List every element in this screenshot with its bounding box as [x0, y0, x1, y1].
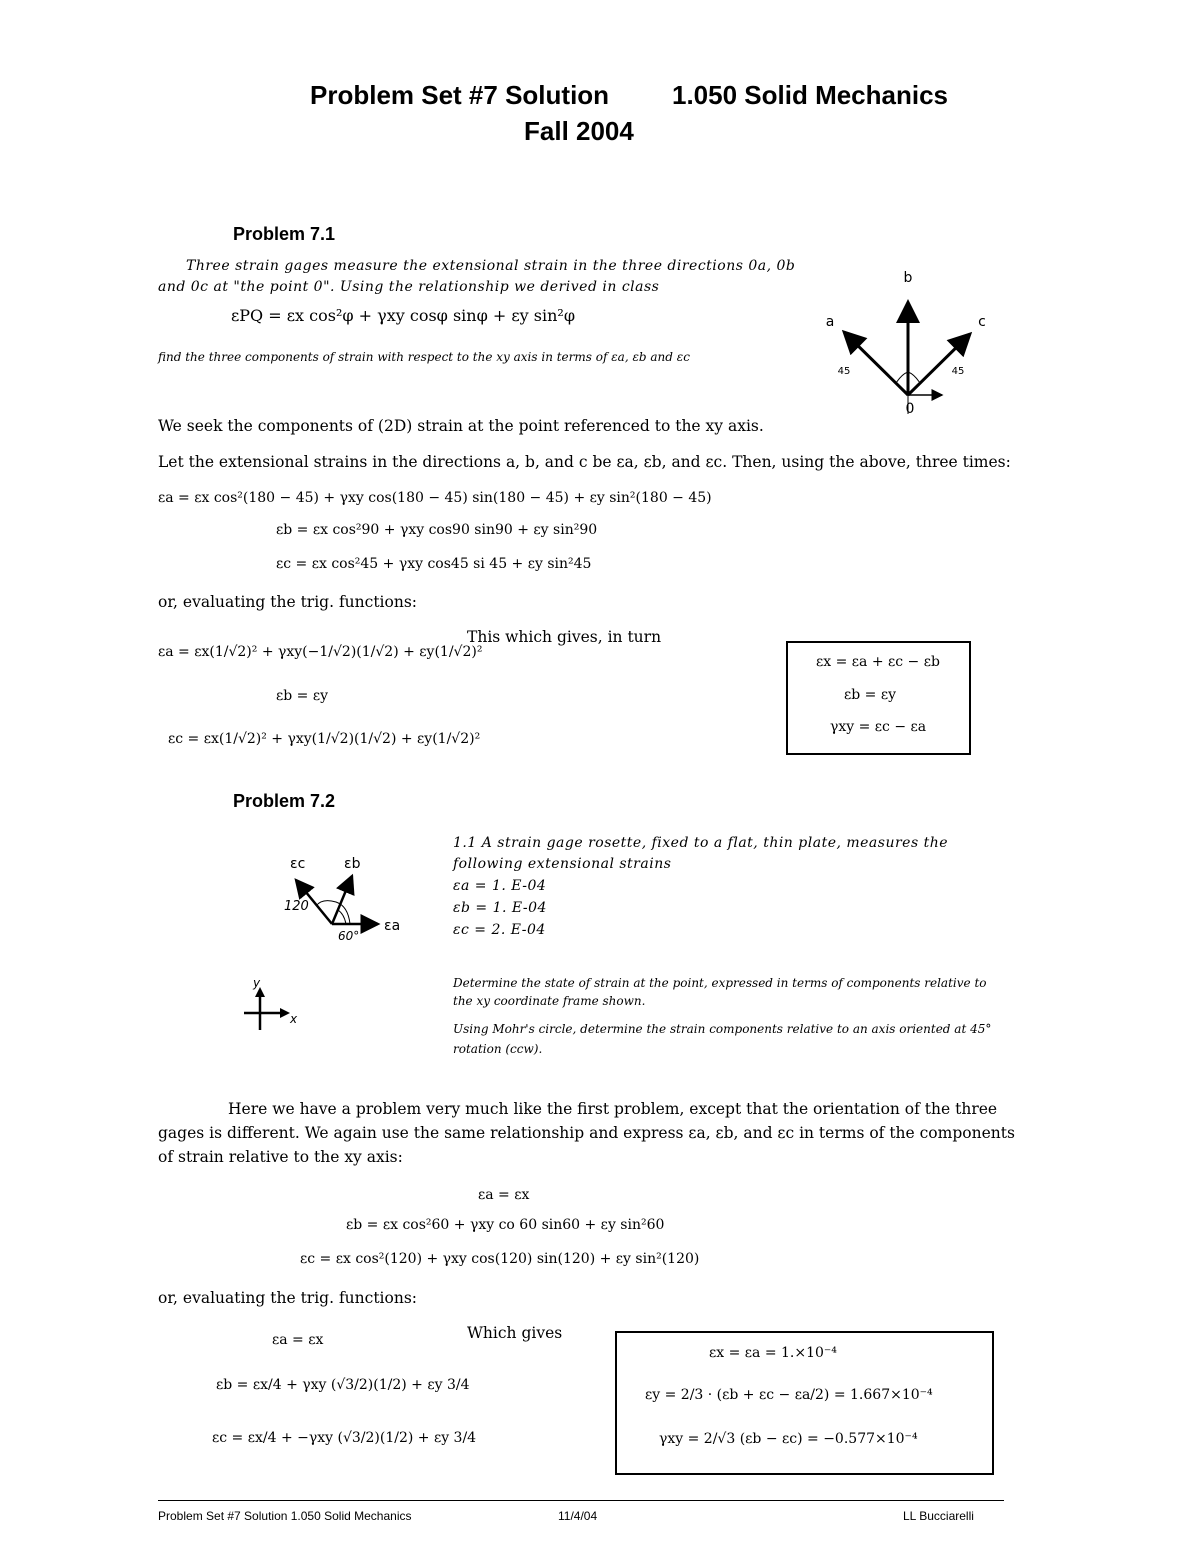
label-x: x [290, 1012, 298, 1026]
p71-para1: We seek the components of (2D) strain at the point referenced to the xy axis. [158, 417, 764, 435]
x-arrowhead [280, 1008, 290, 1018]
p72-eq-b: εb = εx cos²60 + γxy co 60 sin60 + εy sin²60 [346, 1217, 665, 1233]
angle-arc-left [896, 372, 908, 383]
p72-eq-c: εc = εx cos²(120) + γxy cos(120) sin(120) + εy sin²(120) [300, 1251, 700, 1267]
term-title: Fall 2004 [524, 116, 634, 146]
p71-gives: This which gives, in turn [467, 628, 662, 646]
p72-xy-axes [240, 975, 310, 1035]
label-eb: εb [344, 856, 361, 872]
label-120: 120 [284, 899, 309, 914]
arc-60 [338, 910, 346, 924]
p71-para3: or, evaluating the trig. functions: [158, 593, 418, 611]
problem-7-2-heading: Problem 7.2 [233, 791, 336, 811]
p71-eq-c: εc = εx cos²45 + γxy cos45 si 45 + εy sin²45 [276, 556, 592, 572]
p72-result-ex: εx = εa = 1.×10⁻⁴ [709, 1345, 837, 1361]
p72-eq-a: εa = εx [478, 1187, 530, 1203]
p72-which-gives: Which gives [467, 1324, 563, 1342]
page-title: Problem Set #7 Solution [310, 80, 610, 110]
label-b: b [903, 270, 913, 286]
p72-para4: or, evaluating the trig. functions: [158, 1289, 418, 1307]
p71-result-gxy: γxy = εc − εa [830, 719, 927, 735]
p72-ec-value: εc = 2. E-04 [453, 922, 546, 938]
label-ec: εc [290, 856, 306, 872]
p71-eval-b: εb = εy [276, 688, 329, 704]
label-a: a [825, 314, 835, 330]
p72-determine-2: the xy coordinate frame shown. [453, 994, 646, 1008]
angle-arc-right [908, 372, 920, 383]
gage-a-arrow [844, 332, 908, 395]
label-c: c [978, 314, 986, 330]
p72-stmt1: 1.1 A strain gage rosette, fixed to a flat, thin plate, measures the [453, 835, 949, 851]
p71-statement-line1: Three strain gages measure the extensional strain in the three directions 0a, 0b [186, 258, 796, 274]
angle-45-left: 45 [837, 366, 851, 377]
p71-eq-b: εb = εx cos²90 + γxy cos90 sin90 + εy sin²90 [276, 522, 598, 538]
footer-rule [158, 1500, 1004, 1501]
p71-eq-a: εa = εx cos²(180 − 45) + γxy cos(180 − 45) sin(180 − 45) + εy sin²(180 − 45) [158, 490, 712, 506]
course-title: 1.050 Solid Mechanics [672, 80, 949, 110]
p72-ea-value: εa = 1. E-04 [453, 878, 547, 894]
p71-gage-diagram [800, 262, 1000, 422]
gage-c-arrow [908, 334, 970, 395]
p72-para1: Here we have a problem very much like the first problem, except that the orientation of the three [228, 1100, 998, 1118]
problem-7-1-heading: Problem 7.1 [233, 224, 336, 244]
p72-eval-c: εc = εx/4 + −γxy (√3/2)(1/2) + εy 3/4 [212, 1430, 477, 1446]
p72-rosette-diagram [270, 850, 420, 945]
angle-45-right: 45 [951, 366, 965, 377]
footer-date: 11/4/04 [558, 1509, 598, 1523]
footer-left: Problem Set #7 Solution 1.050 Solid Mechanics [158, 1509, 412, 1523]
label-origin: 0 [905, 401, 915, 417]
p72-mohr-2: rotation (ccw). [453, 1042, 543, 1056]
p71-strain-relation: εPQ = εx cos²φ + γxy cosφ sinφ + εy sin²φ [231, 306, 576, 325]
p72-eval-b: εb = εx/4 + γxy (√3/2)(1/2) + εy 3/4 [216, 1377, 470, 1393]
p72-result-ey: εy = 2/3 · (εb + εc − εa/2) = 1.667×10⁻⁴ [645, 1387, 933, 1403]
p71-para2: Let the extensional strains in the directions a, b, and c be εa, εb, and εc. Then, using the above, three times: [158, 453, 1011, 471]
p72-determine-1: Determine the state of strain at the point, expressed in terms of components relative to [453, 976, 987, 990]
p72-eb-value: εb = 1. E-04 [453, 900, 547, 916]
p71-result-ex: εx = εa + εc − εb [816, 654, 940, 670]
p72-para2: gages is different. We again use the same relationship and express εa, εb, and εc in terms of the components [158, 1124, 1015, 1142]
p71-statement-line2: and 0c at "the point 0". Using the relationship we derived in class [158, 279, 660, 295]
label-60: 60° [338, 929, 360, 943]
p71-eval-a: εa = εx(1/√2)² + γxy(−1/√2)(1/√2) + εy(1/√2)² [158, 644, 483, 660]
p72-eval-a: εa = εx [272, 1332, 324, 1348]
p71-result-box [786, 641, 971, 755]
p72-para3: of strain relative to the xy axis: [158, 1148, 403, 1166]
label-y: y [253, 976, 261, 990]
p71-eval-c: εc = εx(1/√2)² + γxy(1/√2)(1/√2) + εy(1/√2)² [168, 731, 481, 747]
p72-result-gxy: γxy = 2/√3 (εb − εc) = −0.577×10⁻⁴ [659, 1431, 918, 1447]
p71-result-ey: εb = εy [844, 687, 897, 703]
footer-author: LL Bucciarelli [903, 1509, 974, 1523]
p72-result-box [615, 1331, 994, 1475]
p72-mohr-1: Using Mohr's circle, determine the strain components relative to an axis oriented at 45° [453, 1022, 992, 1036]
label-ea: εa [384, 918, 401, 934]
p71-task: find the three components of strain with respect to the xy axis in terms of εa, εb and εc [158, 350, 690, 364]
p72-stmt2: following extensional strains [453, 856, 672, 872]
